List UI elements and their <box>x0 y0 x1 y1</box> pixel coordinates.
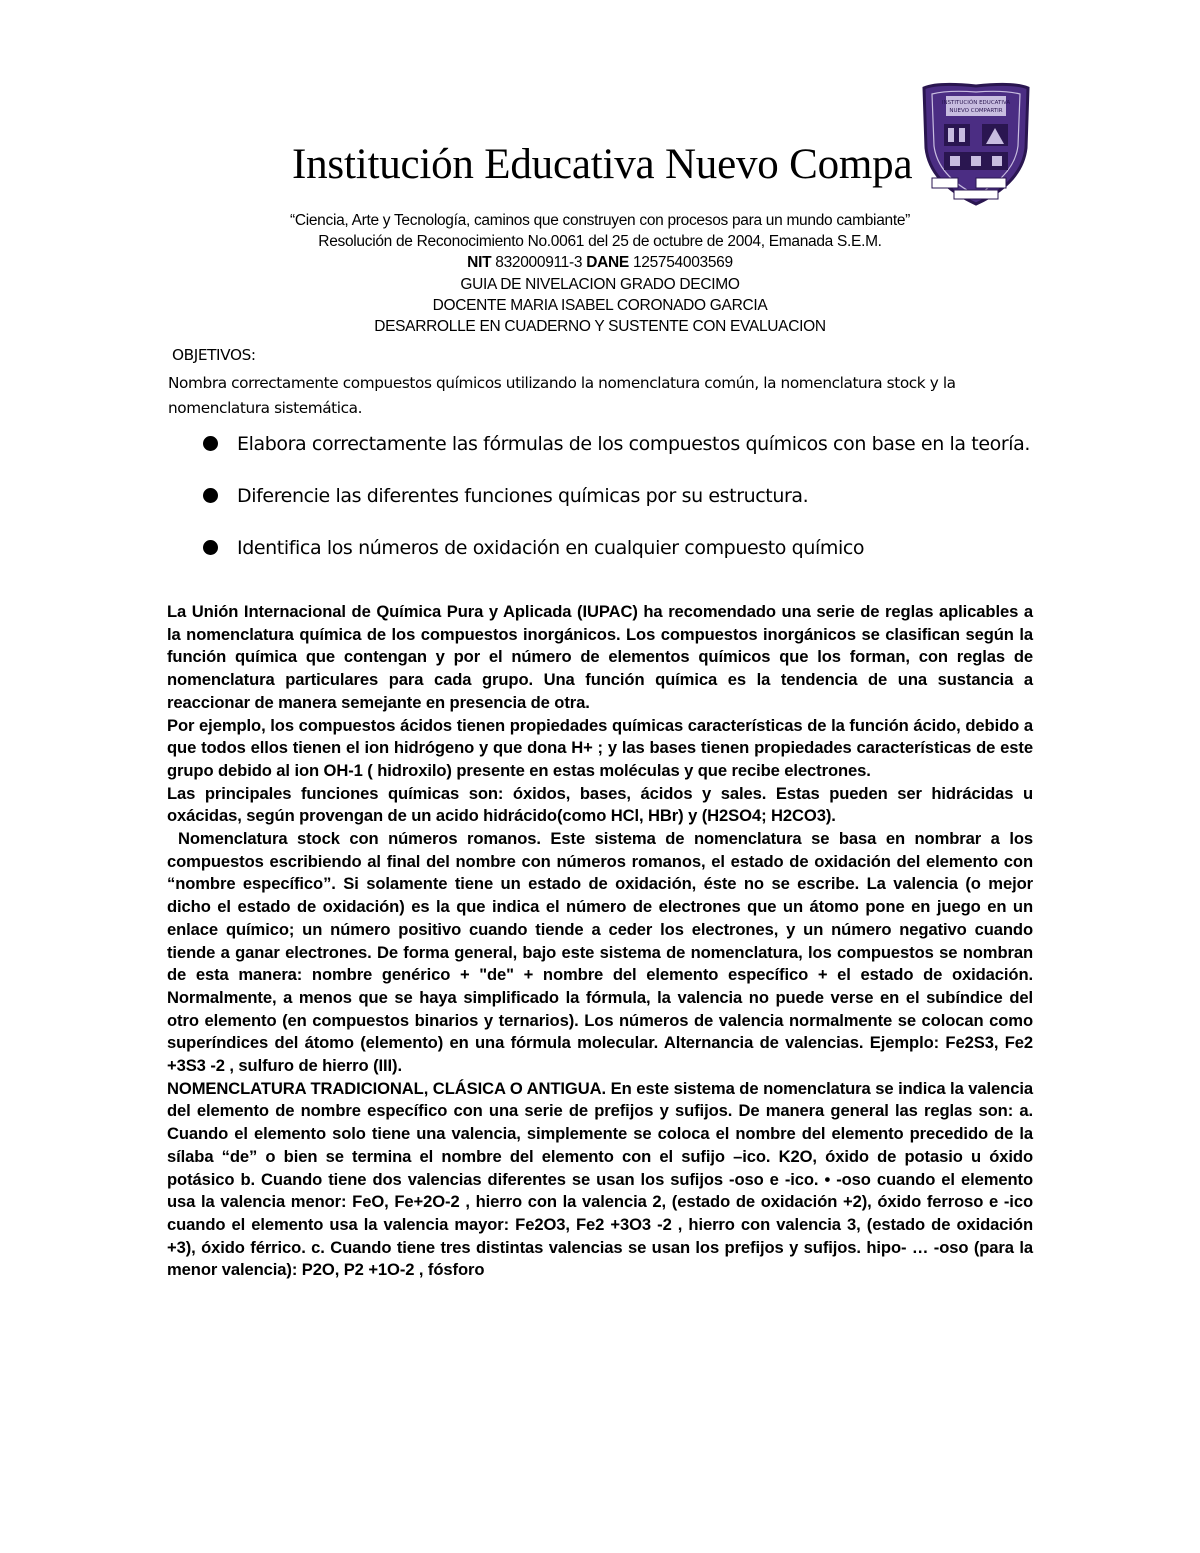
instruction-line: DESARROLLE EN CUADERNO Y SUSTENTE CON EVALUACION <box>374 318 826 336</box>
objectives-list <box>200 424 1034 568</box>
dane-value: 125754003569 <box>632 254 733 272</box>
bullet-icon <box>203 540 218 555</box>
dane-label: DANE <box>586 254 629 272</box>
crest-text-line-1: INSTITUCIÓN EDUCATIVA <box>941 100 1011 106</box>
list-item <box>200 528 1034 568</box>
nit-value: 832000911-3 <box>495 254 583 272</box>
paragraph-stock-nomenclature: Nomenclatura stock con números romanos. Este sistema de nomenclatura se basa en nombrar a los compuestos escribiendo al final del nombre con números romanos, el estado de oxidación del elemento con “nombre específico”. Si solamente tiene un estado de oxidación, éste no se escribe. La valencia (o mejor dicho el estado de oxidación) es la que indica el número de electrones que un átomo pone en juego en un enlace químico; un número positivo cuando tiende a ceder los electrones, y un número negativo cuando tiende a ganar electrones. De forma general, bajo este sistema de nomenclatura, los compuestos se nombran de esta manera: nombre genérico + "de" + nombre del elemento específico + el estado de oxidación. Normalmente, a menos que se haya simplificado la fórmula, la valencia no puede verse en el subíndice del otro elemento (en compuestos binarios y ternarios). Los números de valencia normalmente se colocan como superíndices del átomo (elemento) en una fórmula molecular. Alternancia de valencias. Ejemplo: Fe2S3, Fe2 +3S3 -2 , sulfuro de hierro (III). <box>167 829 1033 1076</box>
school-motto: “Ciencia, Arte y Tecnología, caminos que construyen con procesos para un mundo cambiante” <box>289 212 911 229</box>
list-item-text: Elabora correctamente las fórmulas de los compuestos químicos con base en la teoría. <box>237 433 1031 455</box>
list-item <box>200 424 1034 464</box>
resolution-line: Resolución de Reconocimiento No.0061 del 25 de octubre de 2004, Emanada S.E.M. <box>318 233 882 251</box>
list-item-text: Identifica los números de oxidación en cualquier compuesto químico <box>237 537 865 559</box>
objectives-label: OBJETIVOS: <box>172 346 256 364</box>
nit-dane-line <box>170 252 1030 273</box>
paragraph-traditional-nomenclature: NOMENCLATURA TRADICIONAL, CLÁSICA O ANTIGUA. En este sistema de nomenclatura se indica la valencia del elemento de nombre específico con una serie de prefijos y sufijos. De manera general las reglas son: a. Cuando el elemento solo tiene una valencia, simplemente se coloca el nombre del elemento precedido de la sílaba “de” o bien se termina el nombre del elemento con el sufijo –ico. K2O, óxido de potasio u óxido potásico b. Cuando tiene dos valencias diferentes se usan los sufijos -oso e -ico. • -oso cuando el elemento usa la valencia menor: FeO, Fe+2O-2 , hierro con la valencia 2, (estado de oxidación +2), óxido ferroso e -ico cuando el elemento usa la valencia mayor: Fe2O3, Fe2 +3O3 -2 , hierro con valencia 3, (estado de oxidación +3), óxido férrico. c. Cuando tiene tres distintas valencias se usan los prefijos y sufijos. hipo- … -oso (para la menor valencia): P2O, P2 +1O-2 , fósforo <box>167 1078 1033 1280</box>
header-info <box>170 210 1030 337</box>
main-content <box>167 601 1033 1282</box>
objectives-intro: Nombra correctamente compuestos químicos utilizando la nomenclatura común, la nomenclatura stock y la nomenclatura sistemática. <box>168 374 956 417</box>
paragraph-functions: Las principales funciones químicas son: óxidos, bases, ácidos y sales. Estas pueden ser hidrácidas u oxácidas, según provengan de un acido hidrácido(como HCl, HBr) y (H2SO4; H2CO3). <box>167 783 1033 826</box>
list-item-text: Diferencie las diferentes funciones químicas por su estructura. <box>237 485 809 507</box>
nit-label: NIT <box>467 254 492 272</box>
guide-title: GUIA DE NIVELACION GRADO DECIMO <box>460 275 740 293</box>
bullet-icon <box>203 488 218 503</box>
bullet-icon <box>203 436 218 451</box>
teacher-name: DOCENTE MARIA ISABEL CORONADO GARCIA <box>432 296 768 314</box>
paragraph-iupac: La Unión Internacional de Química Pura y Aplicada (IUPAC) ha recomendado una serie de reglas aplicables a la nomenclatura química de los compuestos inorgánicos. Los compuestos inorgánicos se clasifican según la función química que contengan y por el número de elementos químicos que los forman, con reglas de nomenclatura particulares para cada grupo. Una función química es la tendencia de una sustancia a reaccionar de manera semejante en presencia de otra. <box>167 602 1033 712</box>
objectives-section <box>168 344 1034 421</box>
crest-text-line-2: NUEVO COMPARTIR <box>949 108 1003 114</box>
list-item <box>200 476 1034 516</box>
paragraph-example: Por ejemplo, los compuestos ácidos tienen propiedades químicas características de la función ácido, debido a que todos ellos tienen el ion hidrógeno y que dona H+ ; y las bases tienen propiedades características de este grupo debido al ion OH-1 ( hidroxilo) presente en estas moléculas y que recibe electrones. <box>167 715 1033 780</box>
institution-title: Institución Educativa Nuevo Compa <box>292 141 913 188</box>
school-crest-icon <box>918 78 1034 208</box>
